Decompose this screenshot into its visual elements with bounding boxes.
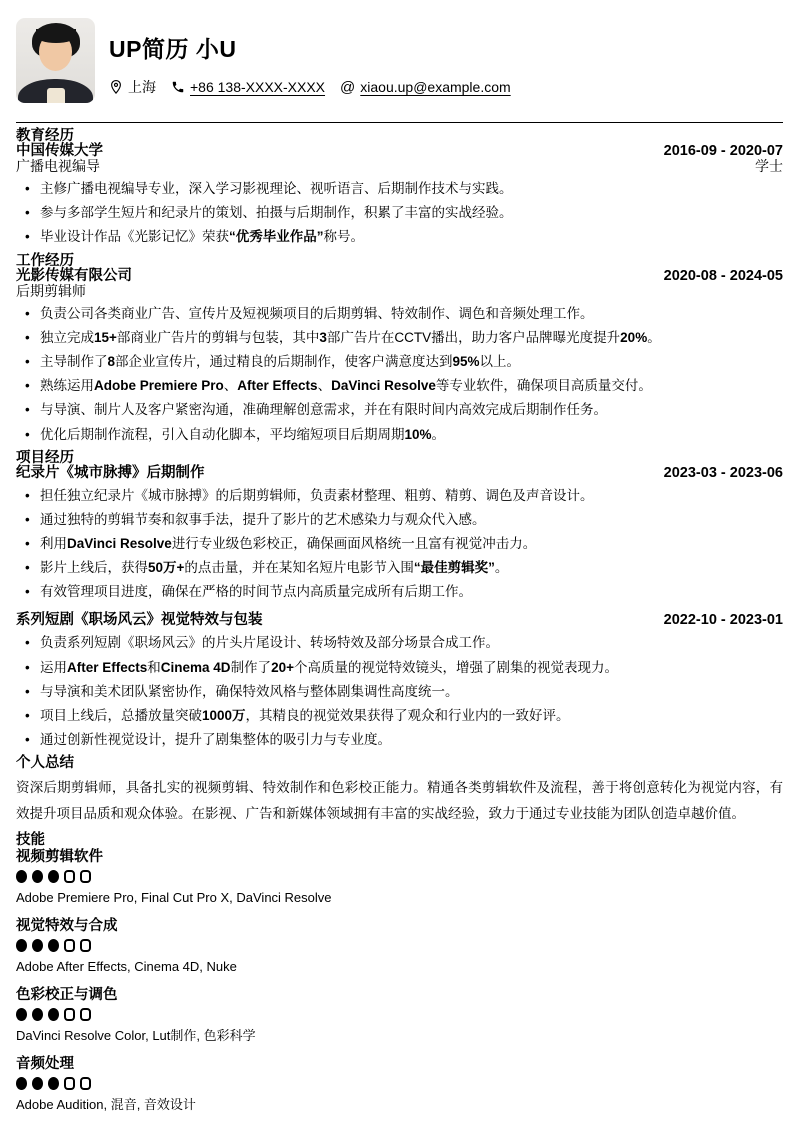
bullet-list (16, 306, 783, 442)
resume-entry (16, 269, 783, 442)
bullet-item: • 影片上线后，获得50万+的点击量，并在某知名短片电影节入围“最佳剪辑奖”。 (16, 560, 783, 575)
skill-dot-filled-icon (16, 1077, 27, 1090)
skill-dot-filled-icon (48, 870, 59, 883)
entry-date-range: 2023-03 - 2023-06 (663, 464, 783, 481)
entry-header-row (16, 144, 783, 159)
skill-dot-filled-icon (48, 1008, 59, 1021)
avatar-fringe-shape (36, 29, 76, 43)
entry-header-row (16, 466, 783, 481)
bullet-item: • 熟练运用Adobe Premiere Pro、After Effects、DaVinci Resolve等专业软件，确保项目高质量交付。 (16, 378, 783, 393)
entry-date-range: 2020-08 - 2024-05 (663, 267, 783, 284)
skill-item (16, 988, 783, 1043)
entry-role: 广播电视编导 (16, 158, 100, 174)
skill-dot-filled-icon (32, 1008, 43, 1021)
person-name: UP简历 小U (109, 36, 237, 62)
skill-dot-filled-icon (48, 939, 59, 952)
entry-header-row (16, 613, 783, 628)
entry-date-range: 2016-09 - 2020-07 (663, 143, 783, 159)
skill-dot-filled-icon (16, 1008, 27, 1021)
skill-dot-filled-icon (32, 939, 43, 952)
phone-item (171, 79, 325, 95)
contact-row (109, 77, 511, 97)
entry-role: 后期剪辑师 (16, 282, 86, 299)
bullet-item: • 通过独特的剪辑节奏和叙事手法，提升了影片的艺术感染力与观众代入感。 (16, 512, 783, 527)
resume-entry (16, 613, 783, 747)
bullet-list (16, 635, 783, 747)
skill-dot-filled-icon (48, 1077, 59, 1090)
section-work (16, 254, 783, 442)
header-text-block (109, 18, 511, 103)
section-skills (16, 833, 783, 1112)
location-item (109, 77, 156, 97)
header-divider (16, 122, 783, 123)
work-entries (16, 269, 783, 442)
section-title-work: 工作经历 (16, 252, 74, 269)
skill-name: 视频剪辑软件 (16, 849, 103, 866)
skill-level-dots (16, 1008, 783, 1021)
entry-title: 中国传媒大学 (16, 143, 103, 159)
resume-header (16, 0, 783, 103)
phone-icon (171, 80, 185, 94)
skills-list (16, 850, 783, 1112)
location-text: 上海 (128, 79, 156, 95)
skill-tools: Adobe Premiere Pro, Final Cut Pro X, DaVinci Resolve (16, 890, 332, 906)
skill-tools: DaVinci Resolve Color, Lut制作, 色彩科学 (16, 1028, 256, 1044)
skill-dot-empty-icon (80, 939, 91, 952)
bullet-list (16, 488, 783, 600)
bullet-item: • 优化后期制作流程，引入自动化脚本，平均缩短项目后期周期10%。 (16, 427, 783, 442)
skill-item (16, 1057, 783, 1112)
bullet-item: • 负责系列短剧《职场风云》的片头片尾设计、转场特效及部分场景合成工作。 (16, 635, 783, 650)
skill-tools: Adobe Audition, 混音, 音效设计 (16, 1097, 196, 1113)
skill-dot-empty-icon (80, 870, 91, 883)
skill-dot-empty-icon (64, 939, 75, 952)
section-summary (16, 756, 783, 827)
bullet-item: • 与导演、制片人及客户紧密沟通，准确理解创意需求，并在有限时间内高效完成后期制作任务。 (16, 402, 783, 417)
section-title-projects: 项目经历 (16, 449, 74, 466)
entry-title: 纪录片《城市脉搏》后期制作 (16, 464, 205, 481)
skill-dot-filled-icon (32, 1077, 43, 1090)
skill-item (16, 850, 783, 905)
skill-tools: Adobe After Effects, Cinema 4D, Nuke (16, 959, 237, 975)
project-entries (16, 466, 783, 748)
bullet-item: • 运用After Effects和Cinema 4D制作了20+个高质量的视觉特效镜头，增强了剧集的视觉表现力。 (16, 660, 783, 675)
skill-dot-empty-icon (64, 1077, 75, 1090)
profile-photo (16, 18, 95, 103)
section-title-skills: 技能 (16, 832, 45, 849)
skill-level-dots (16, 870, 783, 883)
bullet-item: • 主修广播电视编导专业，深入学习影视理论、视听语言、后期制作技术与实践。 (16, 181, 783, 196)
entry-sub-row (16, 284, 783, 299)
entry-date-range: 2022-10 - 2023-01 (663, 612, 783, 629)
skill-dot-empty-icon (64, 1008, 75, 1021)
at-sign-icon: @ (340, 78, 356, 96)
resume-entry (16, 144, 783, 244)
entry-sub-row (16, 159, 783, 174)
skill-level-dots (16, 939, 783, 952)
entry-title: 系列短剧《职场风云》视觉特效与包装 (16, 612, 263, 629)
skill-level-dots (16, 1077, 783, 1090)
avatar-shirt-shape (47, 88, 65, 103)
section-title-summary: 个人总结 (16, 755, 74, 772)
skill-item (16, 919, 783, 974)
bullet-item: • 有效管理项目进度，确保在严格的时间节点内高质量完成所有后期工作。 (16, 584, 783, 599)
bullet-item: • 参与多部学生短片和纪录片的策划、拍摄与后期制作，积累了丰富的实战经验。 (16, 205, 783, 220)
section-title-education: 教育经历 (16, 128, 74, 144)
email-link[interactable]: xiaou.up@example.com (360, 79, 511, 95)
email-item (340, 79, 511, 95)
entry-degree: 学士 (755, 158, 783, 174)
location-pin-icon (109, 79, 123, 95)
resume-entry (16, 466, 783, 600)
skill-name: 视觉特效与合成 (16, 918, 118, 935)
bullet-list (16, 181, 783, 244)
entry-header-row (16, 269, 783, 284)
skill-name: 音频处理 (16, 1056, 74, 1073)
skill-dot-empty-icon (80, 1077, 91, 1090)
skill-dot-filled-icon (16, 870, 27, 883)
bullet-item: • 担任独立纪录片《城市脉搏》的后期剪辑师，负责素材整理、粗剪、精剪、调色及声音设计。 (16, 488, 783, 503)
bullet-item: • 通过创新性视觉设计，提升了剧集整体的吸引力与专业度。 (16, 732, 783, 747)
bullet-item: • 负责公司各类商业广告、宣传片及短视频项目的后期剪辑、特效制作、调色和音频处理工作。 (16, 306, 783, 321)
entry-title: 光影传媒有限公司 (16, 267, 132, 284)
bullet-item: • 与导演和美术团队紧密协作，确保特效风格与整体剧集调性高度统一。 (16, 684, 783, 699)
section-education (16, 129, 783, 244)
skill-dot-filled-icon (16, 939, 27, 952)
summary-paragraph: 资深后期剪辑师，具备扎实的视频剪辑、特效制作和色彩校正能力。精通各类剪辑软件及流程，善于将创意转化为视觉内容，有效提升项目品质和观众体验。在影视、广告和新媒体领域拥有丰富的实战经验，致力于通过专业技能为团队创造卓越价值。 (16, 780, 783, 822)
bullet-item: • 项目上线后，总播放量突破1000万，其精良的视觉效果获得了观众和行业内的一致好评。 (16, 708, 783, 723)
phone-link[interactable]: +86 138-XXXX-XXXX (190, 79, 326, 95)
education-entries (16, 144, 783, 244)
skill-dot-empty-icon (64, 870, 75, 883)
bullet-item: • 主导制作了8部企业宣传片，通过精良的后期制作，使客户满意度达到95%以上。 (16, 354, 783, 369)
skill-dot-filled-icon (32, 870, 43, 883)
skill-dot-empty-icon (80, 1008, 91, 1021)
skill-name: 色彩校正与调色 (16, 987, 118, 1004)
bullet-item: • 毕业设计作品《光影记忆》荣获“优秀毕业作品”称号。 (16, 229, 783, 244)
section-projects (16, 451, 783, 748)
bullet-item: • 利用DaVinci Resolve进行专业级色彩校正，确保画面风格统一且富有视觉冲击力。 (16, 536, 783, 551)
bullet-item: • 独立完成15+部商业广告片的剪辑与包装，其中3部广告片在CCTV播出，助力客户品牌曝光度提升20%。 (16, 330, 783, 345)
